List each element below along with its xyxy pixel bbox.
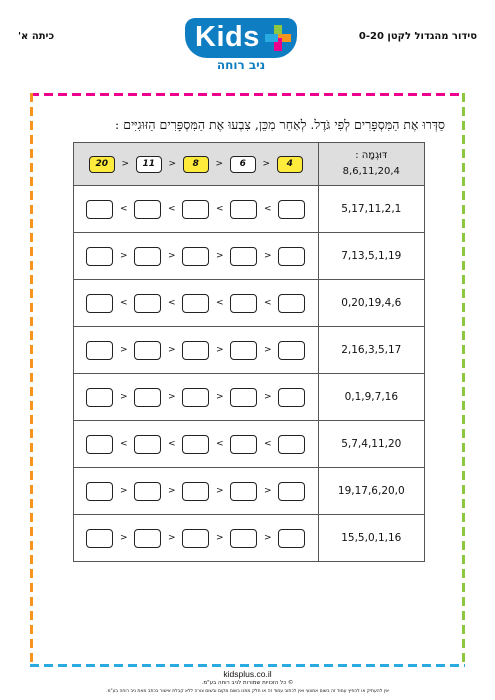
comparison-sign: > (121, 159, 130, 169)
comparison-sign: > (262, 159, 271, 169)
example-numbers: 8,6,11,20,4 (342, 166, 400, 177)
grade-label: כיתה א' (18, 31, 55, 42)
comparison-sign: < (264, 204, 272, 214)
comparison-sign: < (168, 439, 176, 449)
comparison-sign: > (168, 392, 176, 402)
footer-url[interactable]: kidsplus.co.il (223, 669, 272, 679)
answer-box[interactable] (86, 200, 113, 219)
answer-box[interactable] (86, 294, 113, 313)
exercise-row (74, 327, 425, 374)
comparison-sign: > (264, 345, 272, 355)
answer-box[interactable] (278, 388, 305, 407)
answer-box[interactable] (182, 435, 209, 454)
answer-box[interactable] (278, 341, 305, 360)
answer-box[interactable] (182, 482, 209, 501)
comparison-sign: < (216, 439, 224, 449)
answer-sequence (74, 515, 319, 562)
comparison-sign: < (264, 439, 272, 449)
exercise-row (74, 468, 425, 515)
comparison-sign: > (168, 159, 177, 169)
answer-box[interactable] (230, 294, 257, 313)
exercise-row (74, 421, 425, 468)
example-row (74, 143, 425, 186)
answer-sequence (74, 280, 319, 327)
comparison-sign: < (168, 204, 176, 214)
exercise-row (74, 374, 425, 421)
comparison-sign: > (264, 533, 272, 543)
answer-box[interactable] (134, 247, 161, 266)
answer-box[interactable] (134, 529, 161, 548)
comparison-sign: > (216, 486, 224, 496)
comparison-sign: < (264, 298, 272, 308)
comparison-sign: > (216, 533, 224, 543)
answer-sequence (74, 374, 319, 421)
answer-box[interactable] (230, 200, 257, 219)
instructions: סַדְּרוּ אֶת הַמִּסְפָּרִים לְפִי גֹּדֶל. לְאַחַר מִכֵּן, צִבְעוּ אֶת הַמִּסְפָּרִים הַזּוּגִיִּים : (115, 117, 445, 132)
answer-box[interactable] (182, 341, 209, 360)
comparison-sign: > (168, 486, 176, 496)
answer-box[interactable] (278, 200, 305, 219)
answer-box[interactable] (230, 482, 257, 501)
number-set: 19,17,6,20,0 (318, 468, 424, 515)
example-number-box: 20 (89, 156, 115, 173)
answer-box[interactable] (86, 482, 113, 501)
example-number-box: 8 (183, 156, 209, 173)
comparison-sign: > (120, 251, 128, 261)
answer-box[interactable] (134, 482, 161, 501)
answer-box[interactable] (230, 341, 257, 360)
comparison-sign: > (264, 392, 272, 402)
comparison-sign: > (168, 345, 176, 355)
sorting-table (73, 142, 425, 562)
example-label-cell (318, 143, 424, 186)
answer-box[interactable] (182, 247, 209, 266)
exercise-row (74, 233, 425, 280)
answer-box[interactable] (278, 247, 305, 266)
example-number-box: 6 (230, 156, 256, 173)
number-set: 7,13,5,1,19 (318, 233, 424, 280)
answer-box[interactable] (278, 529, 305, 548)
exercise-row (74, 280, 425, 327)
answer-box[interactable] (134, 200, 161, 219)
answer-box[interactable] (134, 341, 161, 360)
answer-box[interactable] (134, 294, 161, 313)
footer-copyright: © כל הזכויות שמורות לניב רוחה בע"מ. (201, 680, 294, 686)
comparison-sign: > (216, 392, 224, 402)
example-label: דּוּגְמָה : (355, 150, 388, 161)
answer-sequence (74, 186, 319, 233)
answer-sequence (74, 421, 319, 468)
comparison-sign: > (216, 251, 224, 261)
answer-box[interactable] (230, 247, 257, 266)
comparison-sign: > (168, 533, 176, 543)
exercise-row (74, 515, 425, 562)
comparison-sign: > (120, 392, 128, 402)
answer-box[interactable] (182, 200, 209, 219)
footer-legal: אין להעתיק או להפיץ עמוד זה בשום אמצעי ואין לכתוב עמוד זה או חלק ממנו בשום מקום ובשום צורה ללא קבלת אישור בכתב מאת ניב רוחה בע"מ. (106, 689, 389, 694)
answer-box[interactable] (278, 482, 305, 501)
worksheet-title: סידור מהגדול לקטן 0-20 (358, 31, 477, 42)
answer-box[interactable] (86, 388, 113, 407)
comparison-sign: < (216, 298, 224, 308)
answer-box[interactable] (182, 388, 209, 407)
number-set: 0,1,9,7,16 (318, 374, 424, 421)
number-set: 2,16,3,5,17 (318, 327, 424, 374)
comparison-sign: < (120, 439, 128, 449)
comparison-sign: > (215, 159, 224, 169)
number-set: 5,7,4,11,20 (318, 421, 424, 468)
example-number-box: 4 (277, 156, 303, 173)
comparison-sign: > (120, 345, 128, 355)
answer-box[interactable] (134, 388, 161, 407)
answer-box[interactable] (230, 529, 257, 548)
answer-box[interactable] (86, 529, 113, 548)
exercise-row (74, 186, 425, 233)
comparison-sign: < (216, 204, 224, 214)
kids-logo (185, 18, 297, 74)
answer-box[interactable] (278, 435, 305, 454)
comparison-sign: > (168, 251, 176, 261)
number-set: 15,5,0,1,16 (318, 515, 424, 562)
answer-sequence (74, 233, 319, 280)
number-set: 5,17,11,2,1 (318, 186, 424, 233)
answer-box[interactable] (182, 294, 209, 313)
plus-icon (265, 25, 291, 51)
comparison-sign: > (120, 533, 128, 543)
answer-box[interactable] (86, 247, 113, 266)
example-sequence (74, 143, 319, 186)
comparison-sign: < (168, 298, 176, 308)
answer-sequence (74, 468, 319, 515)
number-set: 0,20,19,4,6 (318, 280, 424, 327)
answer-box[interactable] (86, 341, 113, 360)
logo-subtitle: ניב רוחה (216, 58, 266, 72)
answer-box[interactable] (278, 294, 305, 313)
answer-sequence (74, 327, 319, 374)
comparison-sign: > (264, 251, 272, 261)
answer-box[interactable] (134, 435, 161, 454)
answer-box[interactable] (182, 529, 209, 548)
answer-box[interactable] (86, 435, 113, 454)
comparison-sign: < (120, 298, 128, 308)
comparison-sign: < (120, 204, 128, 214)
comparison-sign: > (264, 486, 272, 496)
comparison-sign: > (216, 345, 224, 355)
logo-text: Kids (195, 21, 260, 53)
comparison-sign: > (120, 486, 128, 496)
example-number-box: 11 (136, 156, 162, 173)
answer-box[interactable] (230, 388, 257, 407)
answer-box[interactable] (230, 435, 257, 454)
